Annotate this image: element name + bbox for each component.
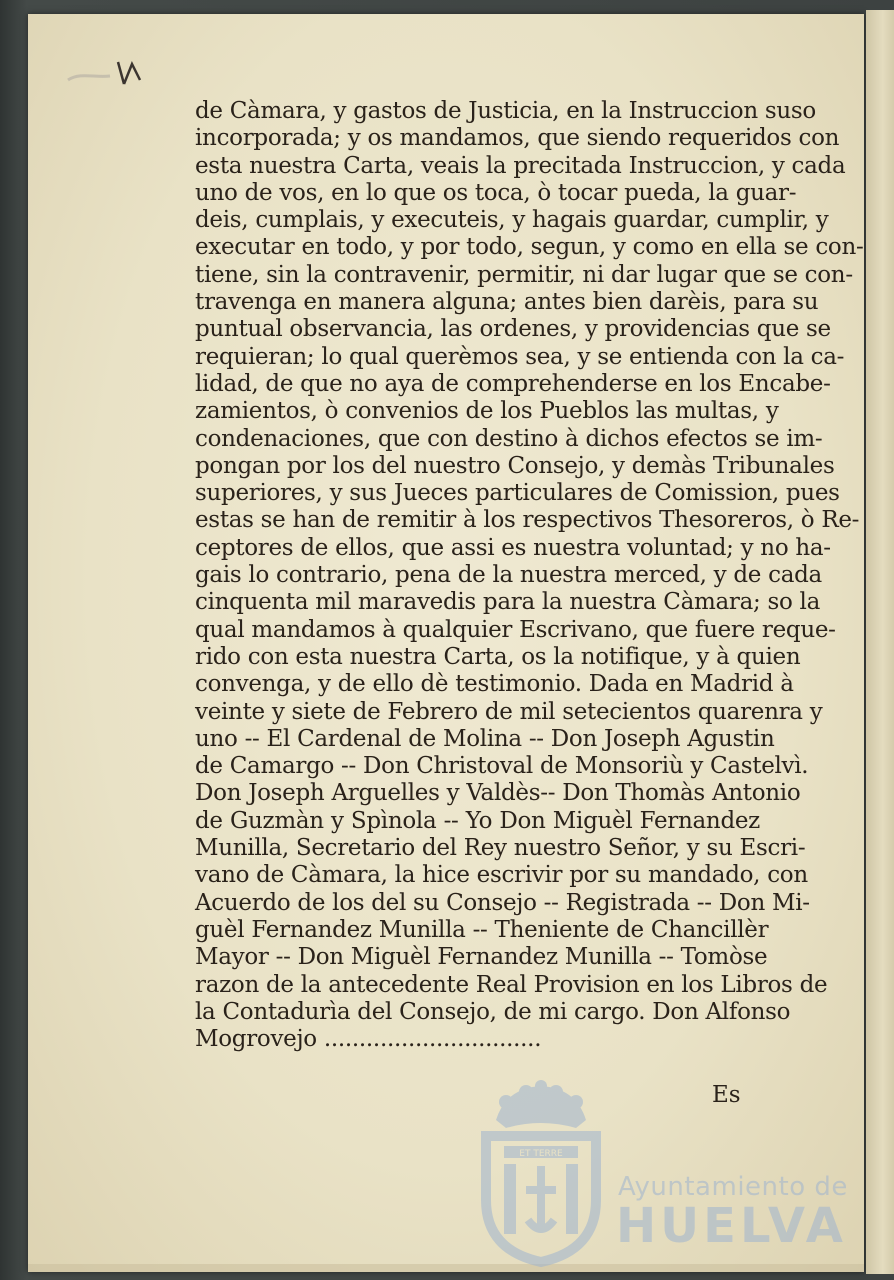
catchword: Es [712, 1082, 741, 1108]
text-line: incorporada; y os mandamos, que siendo requeridos con [195, 125, 840, 152]
text-line: superiores, y sus Jueces particulares de Comission, pues [195, 480, 840, 507]
text-line: condenaciones, que con destino à dichos efectos se im- [195, 425, 823, 452]
handwritten-mark-icon [60, 50, 170, 100]
text-line: pongan por los del nuestro Consejo, y demàs Tribunales [195, 452, 835, 479]
text-line: rido con esta nuestra Carta, os la notifique, y à quien [195, 643, 801, 670]
text-line: uno -- El Cardenal de Molina -- Don Joseph Agustin [195, 725, 775, 752]
text-line: gais lo contrario, pena de la nuestra merced, y de cada [195, 562, 822, 589]
next-page-edge [866, 10, 894, 1274]
text-line: cinquenta mil maravedis para la nuestra Càmara; so la [195, 589, 821, 616]
text-line: qual mandamos à qualquier Escrivano, que fuere reque- [195, 616, 836, 643]
text-line: vano de Càmara, la hice escrivir por su mandado, con [195, 862, 808, 889]
text-line: Mayor -- Don Miguèl Fernandez Munilla -- Tomòse [195, 944, 768, 971]
text-line: Mogrovejo ............................... [195, 1026, 542, 1053]
text-line: Acuerdo de los del su Consejo -- Registrada -- Don Mi- [195, 889, 810, 916]
document-body [195, 98, 864, 1053]
text-line: esta nuestra Carta, veais la precitada Instruccion, y cada [195, 152, 846, 179]
watermark-line-1: Ayuntamiento de [618, 1172, 848, 1202]
text-line: veinte y siete de Febrero de mil setecientos quarenra y [195, 698, 823, 725]
watermark-line-2: HUELVA [616, 1198, 847, 1254]
watermark-logo [470, 1080, 848, 1270]
text-line: travenga en manera alguna; antes bien darèis, para su [195, 289, 819, 316]
text-line: guèl Fernandez Munilla -- Theniente de Chancillèr [195, 916, 769, 943]
text-line: lidad, de que no aya de comprehenderse en los Encabe- [195, 370, 831, 397]
text-line: puntual observancia, las ordenes, y providencias que se [195, 316, 831, 343]
text-line: la Contadurìa del Consejo, de mi cargo. Don Alfonso [195, 998, 791, 1025]
text-line: uno de vos, en lo que os toca, ò tocar pueda, la guar- [195, 179, 797, 206]
text-line: zamientos, ò convenios de los Pueblos las multas, y [195, 398, 779, 425]
text-line: de Camargo -- Don Christoval de Monsoriù y Castelvì. [195, 753, 809, 780]
text-line: de Guzmàn y Spìnola -- Yo Don Miguèl Fernandez [195, 807, 760, 834]
text-line: deis, cumplais, y executeis, y hagais guardar, cumplir, y [195, 207, 829, 234]
text-line: de Càmara, y gastos de Justicia, en la Instruccion suso [195, 98, 816, 124]
text-line: tiene, sin la contravenir, permitir, ni dar lugar que se con- [195, 261, 853, 288]
coat-of-arms-icon [476, 1080, 606, 1266]
text-line: executar en todo, y por todo, segun, y como en ella se con- [195, 234, 864, 261]
text-line: requieran; lo qual querèmos sea, y se entienda con la ca- [195, 343, 845, 370]
text-line: Don Joseph Arguelles y Valdès-- Don Thomàs Antonio [195, 780, 801, 807]
text-line: estas se han de remitir à los respectivos Thesoreros, ò Re- [195, 507, 860, 534]
text-line: ceptores de ellos, que assi es nuestra voluntad; y no ha- [195, 534, 831, 561]
text-line: convenga, y de ello dè testimonio. Dada en Madrid à [195, 671, 794, 698]
text-line: razon de la antecedente Real Provision en los Libros de [195, 971, 828, 998]
text-line: Munilla, Secretario del Rey nuestro Señor, y su Escri- [195, 835, 806, 862]
seal-text: ET TERRE [519, 1149, 563, 1159]
